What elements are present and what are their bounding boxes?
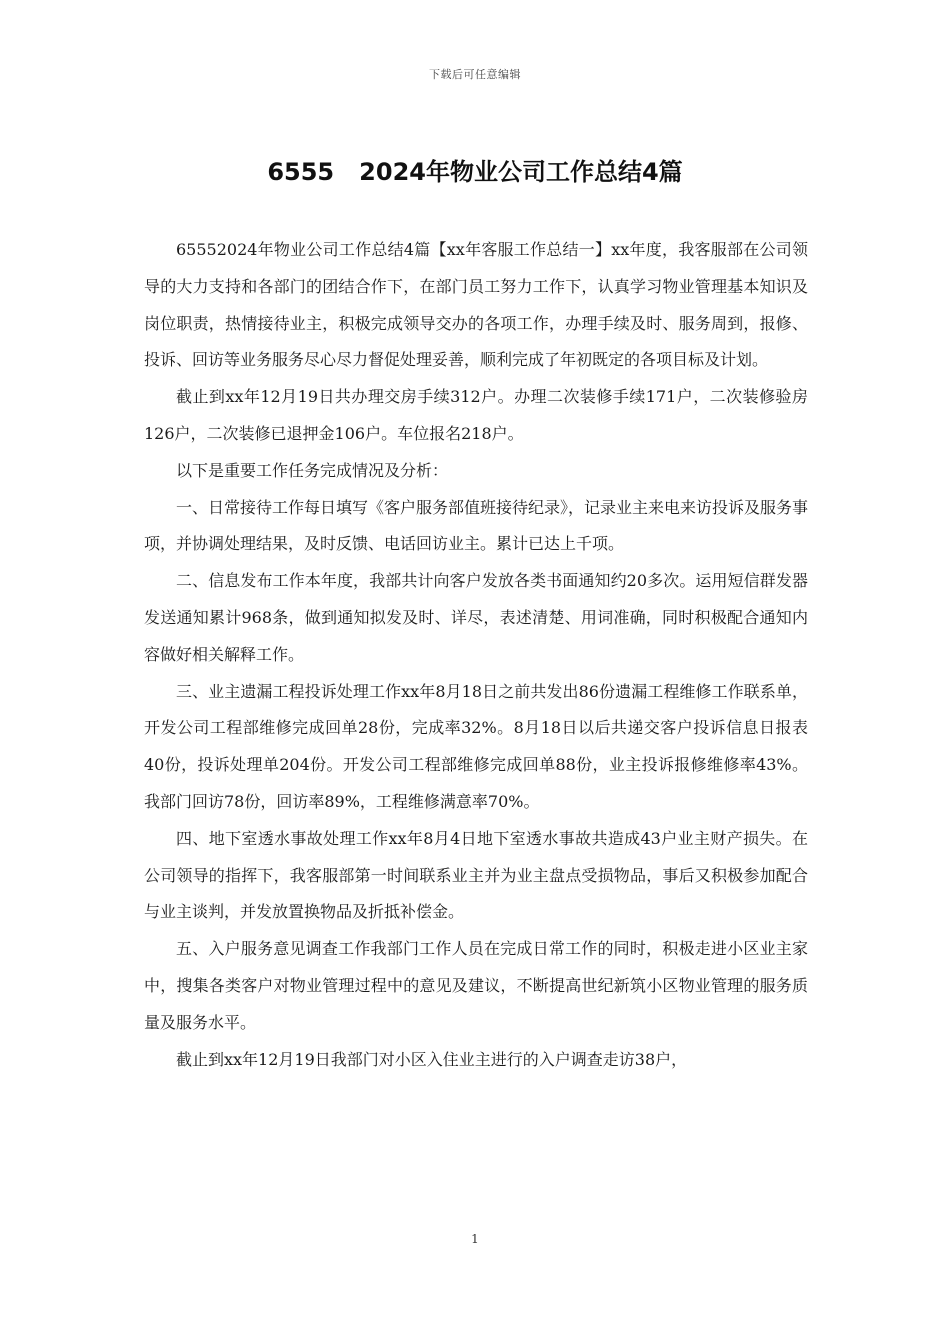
paragraph-statistics: 截止到xx年12月19日共办理交房手续312户。办理二次装修手续171户，二次装修验房126户，二次装修已退押金106户。车位报名218户。 bbox=[144, 387, 808, 443]
paragraph-analysis-intro: 以下是重要工作任务完成情况及分析： bbox=[176, 460, 449, 480]
paragraph-information-release: 二、信息发布工作本年度，我部共计向客户发放各类书面通知约20多次。运用短信群发器发送通知累计968条，做到通知拟发及时、详尽，表述清楚、用词准确，同时积极配合通知内容做好相关解释工作。 bbox=[144, 571, 808, 664]
paragraph-complaint-handling: 三、业主遗漏工程投诉处理工作xx年8月18日之前共发出86份遗漏工程维修工作联系单，开发公司工程部维修完成回单28份，完成率32%。8月18日以后共递交客户投诉信息日报表40份，投诉处理单204份。开发公司工程部维修完成回单88份，业主投诉报修维修率43%。我部门回访78份，回访率89%，工程维修满意率70%。 bbox=[144, 681, 808, 811]
paragraph-basement-incident: 四、地下室透水事故处理工作xx年8月4日地下室透水事故共造成43户业主财产损失。在公司领导的指挥下，我客服部第一时间联系业主并为业主盘点受损物品，事后又积极参加配合与业主谈判，并发放置换物品及折抵补偿金。 bbox=[144, 828, 808, 922]
paragraph-survey-work: 五、入户服务意见调查工作我部门工作人员在完成日常工作的同时，积极走进小区业主家中，搜集各类客户对物业管理过程中的意见及建议，不断提高世纪新筑小区物业管理的服务质量及服务水平。 bbox=[144, 939, 808, 1032]
document-title: 6555 2024年物业公司工作总结4篇 bbox=[267, 158, 683, 186]
paragraph-survey-visits: 截止到xx年12月19日我部门对小区入住业主进行的入户调查走访38户， bbox=[176, 1049, 688, 1069]
document-body bbox=[144, 232, 808, 1078]
paragraph-reception-work: 一、日常接待工作每日填写《客户服务部值班接待纪录》，记录业主来电来访投诉及服务事项，并协调处理结果，及时反馈、电话回访业主。累计已达上千项。 bbox=[144, 497, 809, 554]
header-note: 下载后可任意编辑 bbox=[429, 68, 521, 81]
paragraph-intro: 65552024年物业公司工作总结4篇【xx年客服工作总结一】xx年度，我客服部在公司领导的大力支持和各部门的团结合作下，在部门员工努力工作下，认真学习物业管理基本知识及岗位职责，热情接待业主，积极完成领导交办的各项工作，办理手续及时、服务周到，报修、投诉、回访等业务服务尽心尽力督促处理妥善，顺利完成了年初既定的各项目标及计划。 bbox=[144, 240, 808, 370]
page-number: 1 bbox=[471, 1232, 479, 1246]
